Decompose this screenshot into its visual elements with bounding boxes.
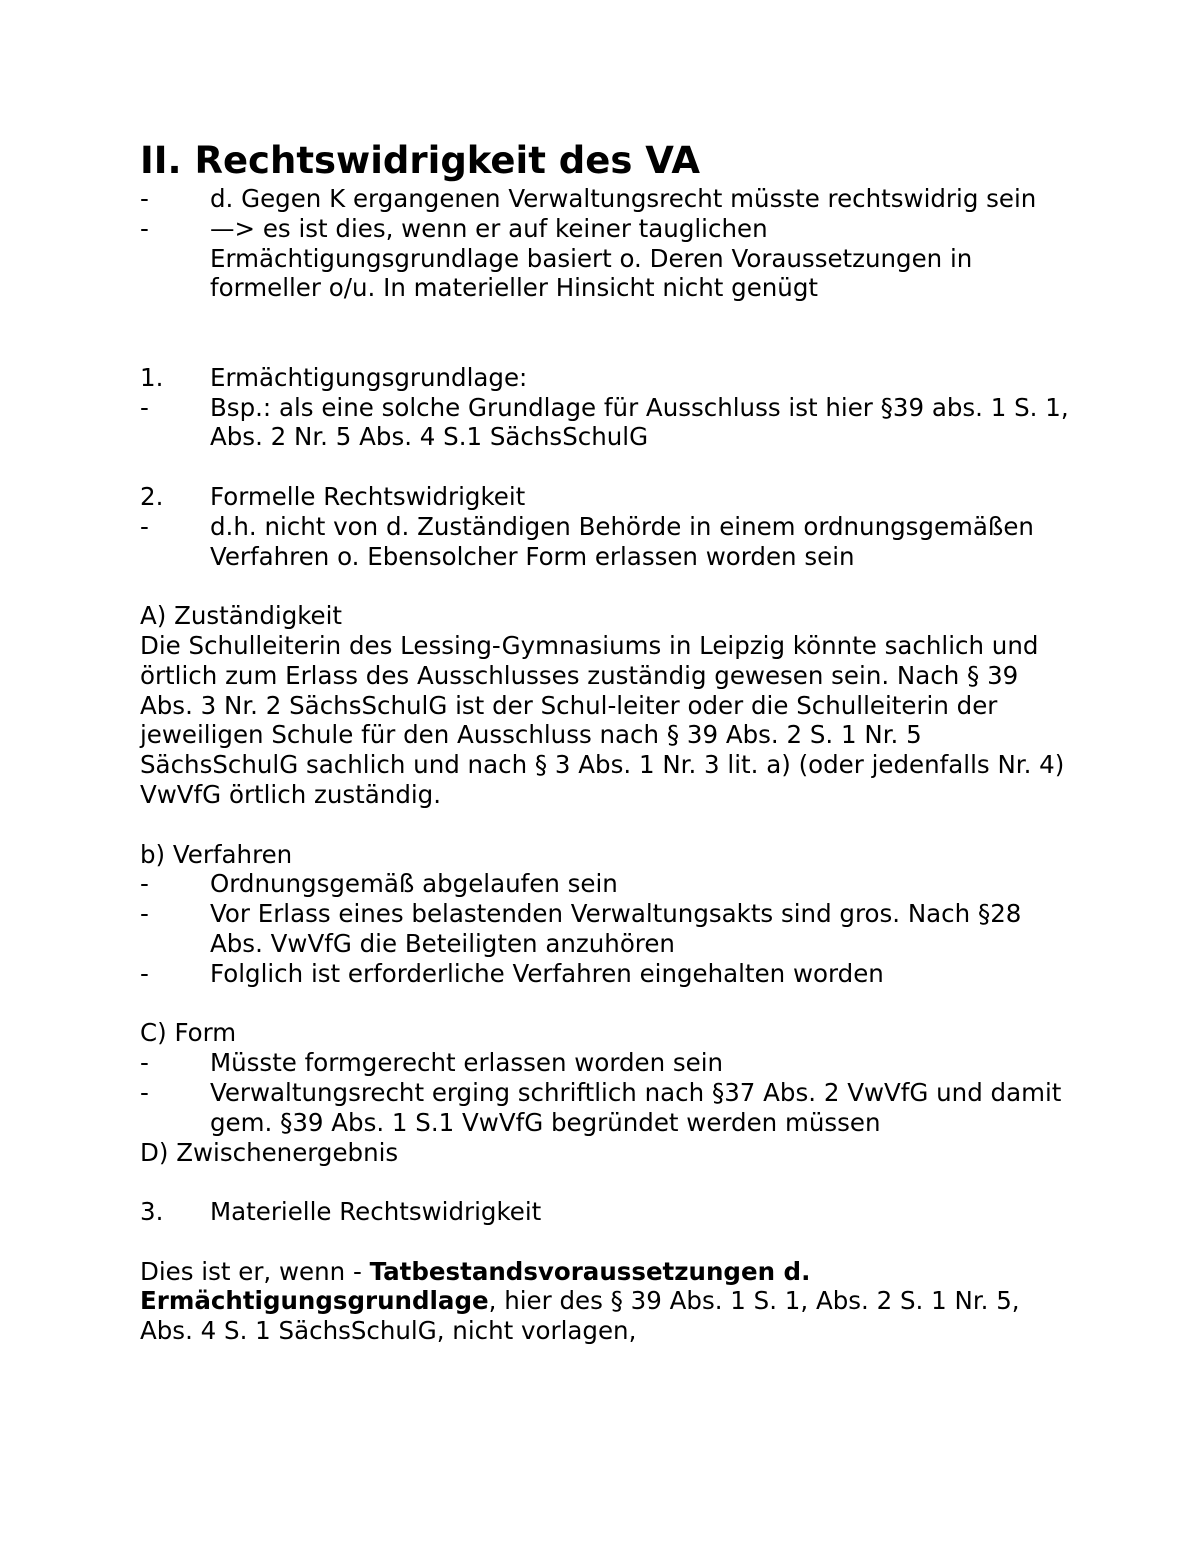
page-title: II. Rechtswidrigkeit des VA — [140, 139, 701, 182]
section-2-item-text: d.h. nicht von d. Zuständigen Behörde in einem ordnungsgemäßen Verfahren o. Ebensolcher Form erlassen worden sein — [210, 511, 1034, 571]
item-text: Ordnungsgemäß abgelaufen sein — [210, 869, 618, 899]
subsection-b-item — [140, 959, 1070, 989]
bullet-marker: - — [140, 213, 149, 243]
intro-text-2: —> es ist dies, wenn er auf keiner tauglichen Ermächtigungsgrundlage basiert o. Deren Voraussetzungen in formeller o/u. In materieller Hinsicht nicht genügt — [210, 213, 973, 303]
subsection-b-title: b) Verfahren — [140, 839, 293, 869]
intro-text-1: d. Gegen K ergangenen Verwaltungsrecht müsste rechtswidrig sein — [210, 184, 1037, 213]
final-text-bold: Tatbestandsvoraussetzungen d. Ermächtigungsgrundlage — [140, 1256, 811, 1316]
section-title: Ermächtigungsgrundlage: — [210, 362, 528, 392]
subsection-b-item — [140, 899, 1070, 959]
section-title: Formelle Rechtswidrigkeit — [210, 481, 526, 511]
bullet-marker: - — [140, 511, 149, 541]
bullet-marker: - — [140, 899, 149, 929]
item-text: Vor Erlass eines belastenden Verwaltungsakts sind gros. Nach §28 Abs. VwVfG die Beteiligten anzuhören — [210, 899, 1022, 958]
document-body — [140, 140, 1070, 1346]
final-paragraph — [140, 1257, 1070, 1346]
section-number: 3. — [140, 1197, 164, 1227]
bullet-marker: - — [140, 1077, 149, 1107]
bullet-marker: - — [140, 869, 149, 899]
section-1-item-text: Bsp.: als eine solche Grundlage für Ausschluss ist hier §39 abs. 1 S. 1, Abs. 2 Nr. 5 Abs. 4 S.1 SächsSchulG — [210, 392, 1069, 452]
item-text: Folglich ist erforderliche Verfahren eingehalten worden — [210, 958, 884, 988]
bullet-marker: - — [140, 392, 149, 422]
subsection-b-item — [140, 869, 1070, 899]
subsection-c-item — [140, 1078, 1070, 1138]
section-2-item — [140, 512, 1070, 572]
section-number: 2. — [140, 481, 164, 511]
item-text: Müsste formgerecht erlassen worden sein — [210, 1048, 724, 1078]
intro-item-1 — [140, 184, 1070, 214]
section-number: 1. — [140, 362, 164, 392]
section-3-heading — [140, 1197, 1070, 1227]
subsection-d-title: D) Zwischenergebnis — [140, 1137, 399, 1167]
section-1-item — [140, 393, 1070, 453]
bullet-marker: - — [140, 184, 149, 213]
subsection-c-item — [140, 1048, 1070, 1078]
subsection-c-title: C) Form — [140, 1018, 237, 1048]
final-text-end: , hier des § 39 Abs. 1 S. 1, Abs. 2 S. 1 Nr. 5, Abs. 4 S. 1 SächsSchulG, nicht vorlagen, — [140, 1286, 1020, 1346]
bullet-marker: - — [140, 958, 149, 988]
item-text: Verwaltungsrecht erging schriftlich nach §37 Abs. 2 VwVfG und damit gem. §39 Abs. 1 S.1 VwVfG begründet werden müssen — [210, 1077, 1062, 1137]
subsection-a-text: Die Schulleiterin des Lessing-Gymnasiums in Leipzig könnte sachlich und örtlich zum Erlass des Ausschlusses zuständig gewesen sein. Nach § 39 Abs. 3 Nr. 2 SächsSchulG ist der Schul-leiter oder die Schulleiterin der jeweiligen Schule für den Ausschluss nach § 39 Abs. 2 S. 1 Nr. 5 SächsSchulG sachlich und nach § 3 Abs. 1 Nr. 3 lit. a) (oder jedenfalls Nr. 4) VwVfG örtlich zuständig. — [140, 630, 1065, 809]
bullet-marker: - — [140, 1048, 149, 1078]
subsection-a-title: A) Zuständigkeit — [140, 601, 343, 631]
section-1-heading — [140, 363, 1070, 393]
section-2-heading — [140, 482, 1070, 512]
section-title: Materielle Rechtswidrigkeit — [210, 1197, 542, 1227]
intro-item-2 — [140, 214, 1070, 303]
final-text-start: Dies ist er, wenn - — [140, 1256, 370, 1286]
